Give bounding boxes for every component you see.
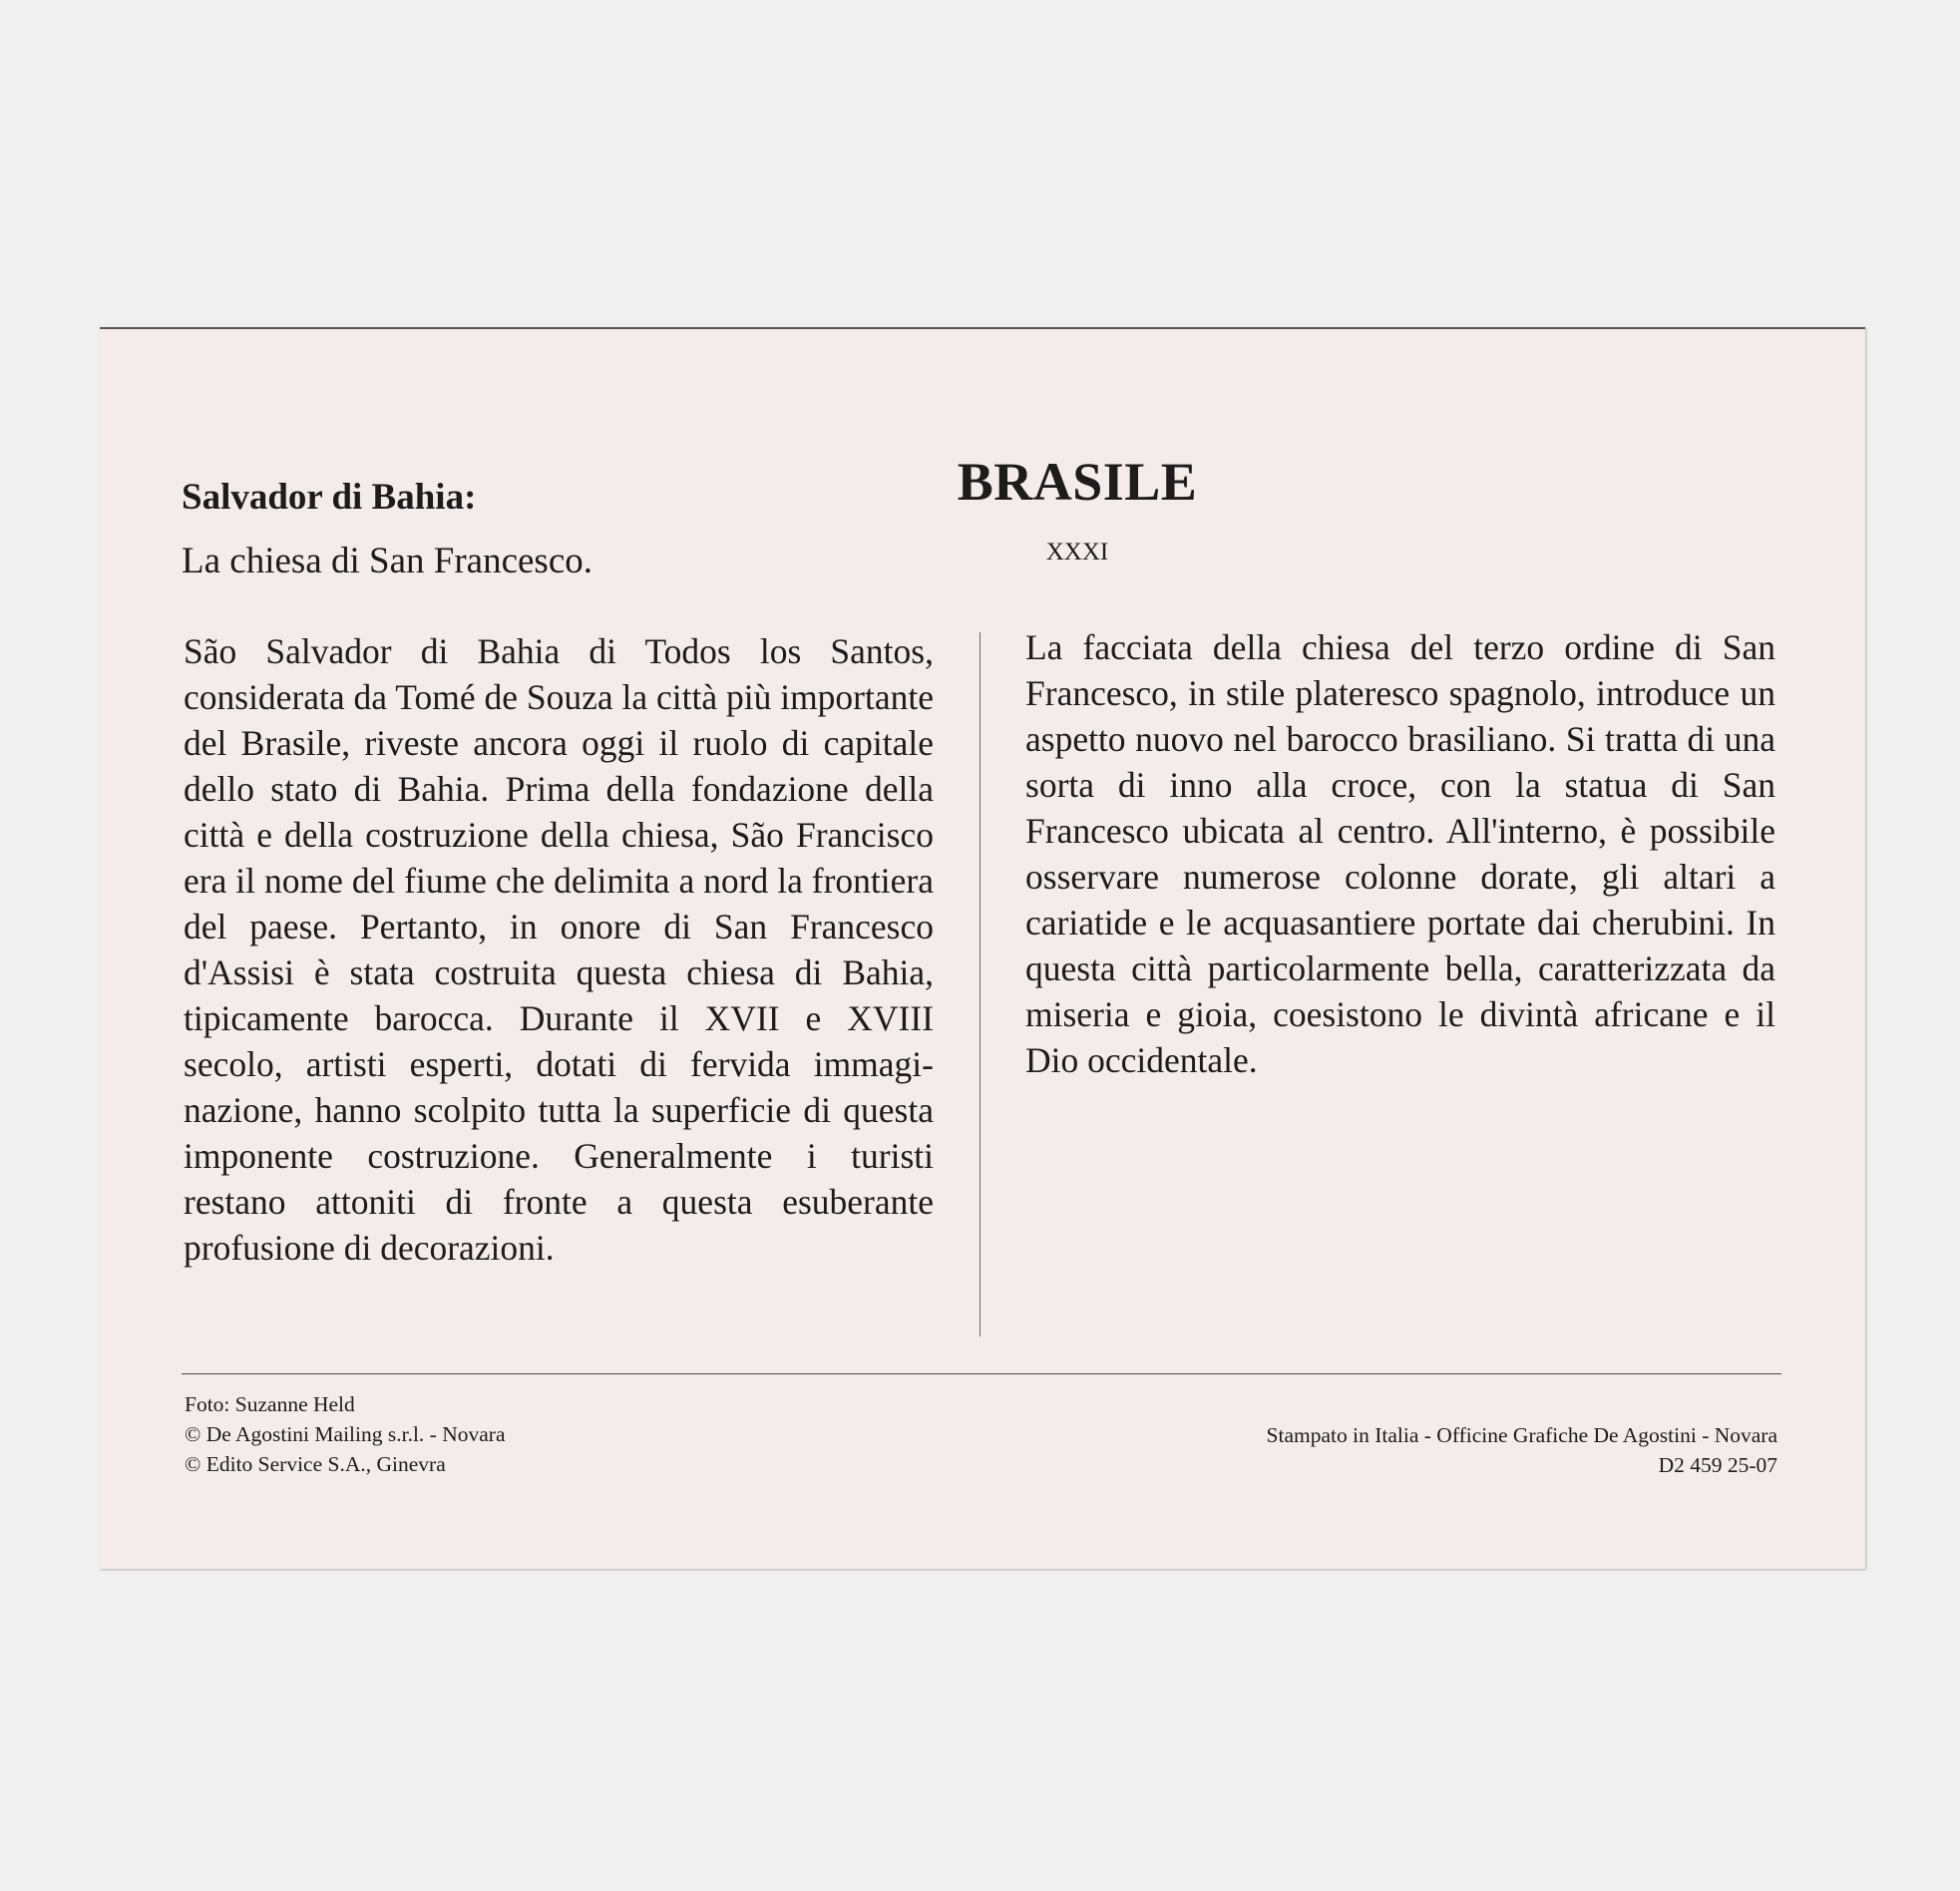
credits-block [185,1389,505,1479]
country-title: BRASILE [957,452,1198,512]
print-code: D2 459 25-07 [1658,1453,1777,1477]
printer-block [1267,1420,1777,1480]
copyright-line-1: © De Agostini Mailing s.r.l. - Novara [185,1422,506,1446]
copyright-line-2: © Edito Service S.A., Ginevra [185,1452,446,1476]
printer-line: Stampato in Italia - Officine Grafiche De Agostini - Novara [1266,1423,1777,1447]
footer-divider [182,1373,1781,1374]
postcard-back [100,327,1865,1569]
description-right-column: La facciata della chiesa del terzo ordine di San Francesco, in stile plateresco spagnolo, introduce un aspetto nuovo nel barocco brasiliano. Si tratta di una sorta di inno alla croce, con la statua di San Francesco ubicata al centro. All'interno, è possibile osservare numerose colonne dorate, gli altari a cariatide e le acquasantiere portate dai cherubini. In questa città particolarmente bella, caratterizzata da miseria e gioia, coesistono le divintà africane e il Dio occidentale. [1025,627,1775,1080]
photo-credit: Foto: Suzanne Held [185,1392,355,1416]
description-left-column: São Salvador di Bahia di Todos los Santos, considerata da Tomé de Souza la città più importante del Brasile, riveste ancora oggi il ruolo di capitale dello stato di Bahia. Prima della fondazione della città e della costruzione della chiesa, São Francisco era il nome del fiume che delimita a nord la frontiera del paese. Pertanto, in onore di San Francesco d'Assisi è stata costruita questa chiesa di Bahia, tipicamente barocca. Durante il XVII e XVIII secolo, artisti esperti, dotati di fervida immaginazione, hanno scolpito tutta la superficie di questa imponente costruzione. Generalmente i turisti restano attoniti di fronte a questa esuberante profusione di decorazioni. [184,631,934,1268]
location-subheading: La chiesa di San Francesco. [182,541,592,581]
volume-number: XXXI [1045,539,1109,566]
location-heading: Salvador di Bahia: [182,477,477,518]
